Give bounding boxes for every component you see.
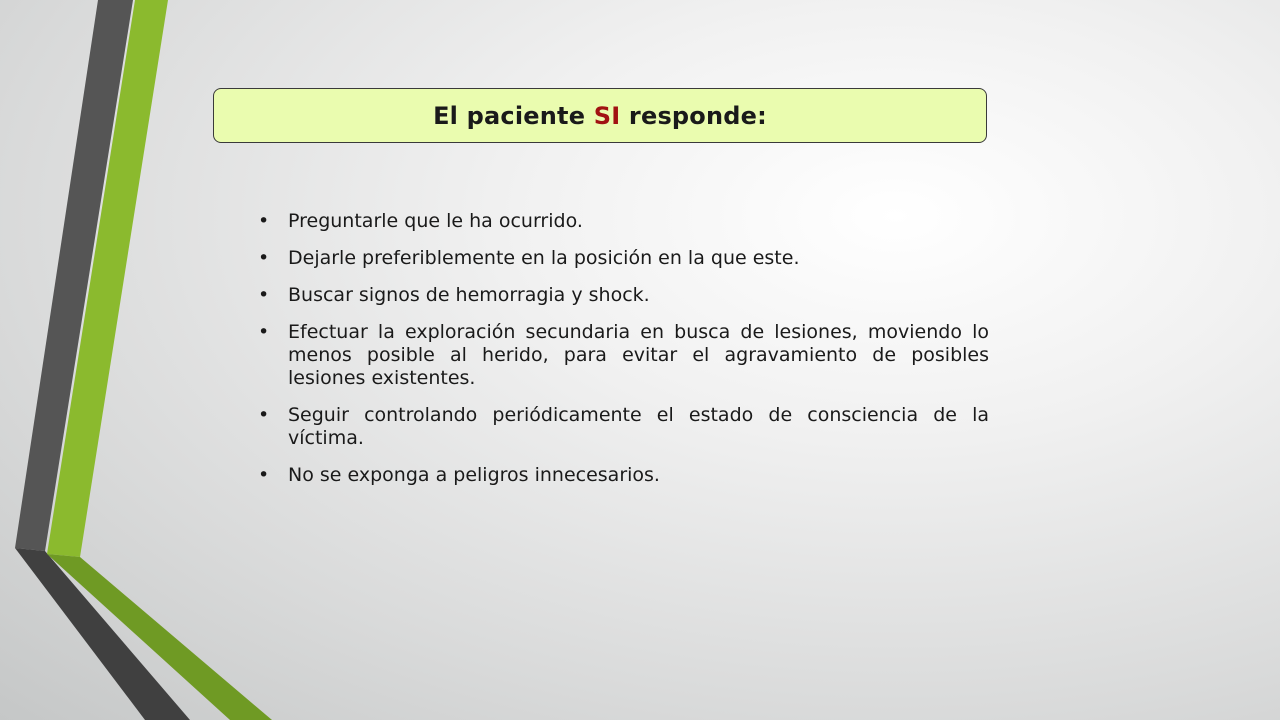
bullet-marker: • (258, 404, 270, 426)
bullet-text: Dejarle preferiblemente en la posición en la que este. (288, 247, 800, 269)
bullet-marker: • (258, 321, 270, 343)
bullet-marker: • (258, 247, 270, 269)
title-highlight: SI (593, 101, 621, 130)
bullet-list (258, 210, 989, 501)
bullet-item (258, 284, 989, 307)
bullet-text: Efectuar la exploración secundaria en busca de lesiones, moviendo lo menos posible al herido, para evitar el agravamiento de posibles lesiones existentes. (288, 321, 989, 389)
title-suffix: responde: (620, 101, 767, 130)
bullet-text: Seguir controlando periódicamente el estado de consciencia de la víctima. (288, 404, 989, 449)
bullet-text: Preguntarle que le ha ocurrido. (288, 210, 583, 232)
slide-title (433, 102, 767, 130)
bullet-item (258, 247, 989, 270)
title-prefix: El paciente (433, 101, 594, 130)
bullet-marker: • (258, 284, 270, 306)
bullet-item (258, 321, 989, 390)
bullet-marker: • (258, 210, 270, 232)
bullet-text: No se exponga a peligros innecesarios. (288, 464, 660, 486)
bullet-item (258, 210, 989, 233)
bullet-item (258, 464, 989, 487)
bullet-marker: • (258, 464, 270, 486)
title-box (213, 88, 987, 143)
bullet-text: Buscar signos de hemorragia y shock. (288, 284, 650, 306)
bullet-item (258, 404, 989, 450)
